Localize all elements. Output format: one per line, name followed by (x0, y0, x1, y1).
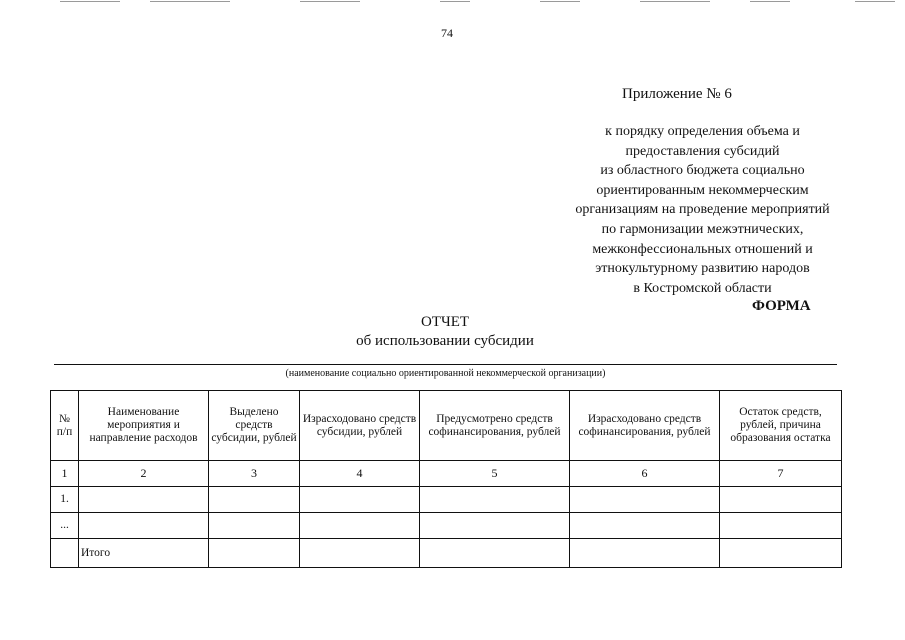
table-cell (209, 513, 300, 539)
total-label: Итого (79, 539, 209, 568)
form-label: ФОРМА (752, 298, 811, 314)
header-cell-allocated: Выделено средств субсидии, рублей (209, 391, 300, 461)
column-number: 2 (79, 461, 209, 487)
table-cell (720, 513, 842, 539)
table-cell (300, 487, 420, 513)
appendix-line: ориентированным некоммерческим (596, 182, 809, 198)
report-subtitle: об использовании субсидии (356, 333, 534, 349)
column-number: 5 (420, 461, 570, 487)
row-name (79, 513, 209, 539)
appendix-line: в Костромской области (633, 280, 772, 296)
header-cell-num: № п/п (51, 391, 79, 461)
column-number: 6 (570, 461, 720, 487)
appendix-line: по гармонизации межэтнических, (601, 221, 804, 237)
scan-edge-marks (0, 0, 905, 3)
table-cell (570, 487, 720, 513)
appendix-line: межконфессиональных отношений и (592, 241, 813, 257)
report-title: ОТЧЕТ (420, 314, 470, 330)
appendix-line: организациям на проведение мероприятий (575, 202, 830, 218)
header-cell-balance: Остаток средств, рублей, причина образования остатка (720, 391, 842, 461)
appendix-line: этнокультурному развитию народов (595, 261, 810, 277)
column-number: 4 (300, 461, 420, 487)
report-table (50, 390, 842, 568)
row-name (79, 487, 209, 513)
table-cell (420, 539, 570, 568)
table-cell (570, 539, 720, 568)
row-number: 1. (51, 487, 79, 513)
table-cell (420, 513, 570, 539)
table-cell (570, 513, 720, 539)
table-header-row (51, 391, 842, 461)
appendix-description (560, 122, 845, 298)
table-cell (720, 539, 842, 568)
header-cell-spent: Израсходовано средств субсидии, рублей (300, 391, 420, 461)
appendix-line: к порядку определения объема и (605, 124, 800, 139)
column-number: 1 (51, 461, 79, 487)
appendix-line: предоставления субсидий (625, 143, 780, 159)
table-cell (300, 539, 420, 568)
column-number: 7 (720, 461, 842, 487)
table-row (51, 513, 842, 539)
report-heading (300, 313, 590, 351)
header-cell-cofinancing-planned: Предусмотрено средств софинансирования, рублей (420, 391, 570, 461)
table-cell (209, 539, 300, 568)
column-numbers-row (51, 461, 842, 487)
appendix-line: из областного бюджета социально (600, 163, 805, 179)
appendix-title: Приложение № 6 (622, 86, 732, 102)
row-number: ... (51, 513, 79, 539)
header-cell-cofinancing-spent: Израсходовано средств софинансирования, рублей (570, 391, 720, 461)
page-number: 74 (441, 26, 453, 40)
table-row (51, 487, 842, 513)
table-cell (420, 487, 570, 513)
table-cell (720, 487, 842, 513)
column-number: 3 (209, 461, 300, 487)
header-cell-name: Наименование мероприятия и направление расходов (79, 391, 209, 461)
table-cell (300, 513, 420, 539)
total-row (51, 539, 842, 568)
org-name-line (54, 364, 837, 365)
org-name-caption: (наименование социально ориентированной некоммерческой организации) (285, 368, 606, 379)
row-number (51, 539, 79, 568)
table-cell (209, 487, 300, 513)
